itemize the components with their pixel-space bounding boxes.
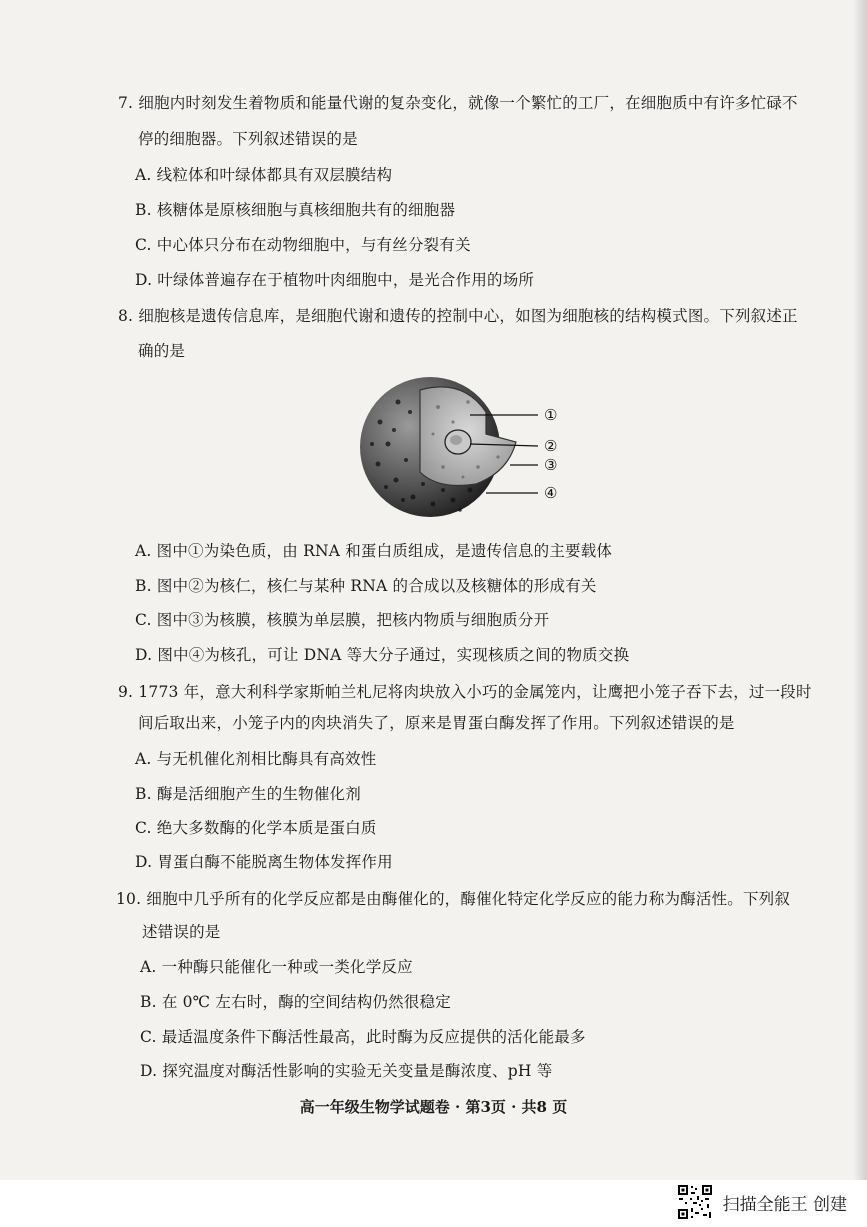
q9-stem-line-1: 9. 1773 年，意大利科学家斯帕兰札尼将肉块放入小巧的金属笼内，让鹰把小笼子吞下去，过一段时 bbox=[118, 683, 812, 701]
label-4: ④ bbox=[544, 484, 558, 502]
q9-option-c: C. 绝大多数酶的化学本质是蛋白质 bbox=[135, 819, 377, 837]
q7-option-c: C. 中心体只分布在动物细胞中，与有丝分裂有关 bbox=[135, 236, 471, 254]
q8-option-a: A. 图中①为染色质，由 RNA 和蛋白质组成，是遗传信息的主要载体 bbox=[135, 542, 613, 560]
q10-option-d: D. 探究温度对酶活性影响的实验无关变量是酶浓度、pH 等 bbox=[140, 1062, 553, 1080]
q10-stem-line-1: 10. 细胞中几乎所有的化学反应都是由酶催化的，酶催化特定化学反应的能力称为酶活性。下列叙 bbox=[116, 890, 791, 908]
scanner-watermark bbox=[677, 1182, 847, 1222]
q7-stem-line-1: 7. 细胞内时刻发生着物质和能量代谢的复杂变化，就像一个繁忙的工厂，在细胞质中有许多忙碌不 bbox=[118, 94, 798, 112]
q8-stem-line-1: 8. 细胞核是遗传信息库，是细胞代谢和遗传的控制中心，如图为细胞核的结构模式图。下列叙述正 bbox=[118, 307, 798, 325]
q10-stem-line-2: 述错误的是 bbox=[142, 923, 221, 941]
q10-option-b: B. 在 0℃ 左右时，酶的空间结构仍然很稳定 bbox=[140, 993, 451, 1011]
label-1: ① bbox=[544, 406, 558, 424]
nucleus-diagram bbox=[358, 372, 573, 522]
q10-option-c: C. 最适温度条件下酶活性最高，此时酶为反应提供的活化能最多 bbox=[140, 1028, 586, 1046]
page-footer: 高一年级生物学试题卷 · 第3页 · 共8 页 bbox=[299, 1098, 568, 1116]
label-3: ③ bbox=[544, 456, 558, 474]
q8-option-c: C. 图中③为核膜，核膜为单层膜，把核内物质与细胞质分开 bbox=[135, 611, 550, 629]
nucleus-structure-figure bbox=[358, 372, 573, 522]
q9-option-a: A. 与无机催化剂相比酶具有高效性 bbox=[135, 750, 377, 768]
q7-option-a: A. 线粒体和叶绿体都具有双层膜结构 bbox=[135, 166, 393, 184]
q9-option-b: B. 酶是活细胞产生的生物催化剂 bbox=[135, 785, 361, 803]
q8-stem-line-2: 确的是 bbox=[138, 342, 186, 360]
qr-code-icon bbox=[677, 1184, 713, 1220]
q7-stem-line-2: 停的细胞器。下列叙述错误的是 bbox=[138, 130, 358, 148]
scanner-brand-text: 扫描全能王 创建 bbox=[722, 1194, 847, 1215]
q7-option-d: D. 叶绿体普遍存在于植物叶肉细胞中，是光合作用的场所 bbox=[135, 271, 535, 289]
q9-stem-line-2: 间后取出来，小笼子内的肉块消失了，原来是胃蛋白酶发挥了作用。下列叙述错误的是 bbox=[138, 714, 735, 732]
q10-option-a: A. 一种酶只能催化一种或一类化学反应 bbox=[140, 958, 413, 976]
q9-option-d: D. 胃蛋白酶不能脱离生物体发挥作用 bbox=[135, 853, 393, 871]
q8-option-d: D. 图中④为核孔，可让 DNA 等大分子通过，实现核质之间的物质交换 bbox=[135, 646, 630, 664]
q8-option-b: B. 图中②为核仁，核仁与某种 RNA 的合成以及核糖体的形成有关 bbox=[135, 577, 597, 595]
label-2: ② bbox=[544, 437, 558, 455]
q7-option-b: B. 核糖体是原核细胞与真核细胞共有的细胞器 bbox=[135, 201, 456, 219]
page-edge-shadow bbox=[853, 0, 867, 1180]
